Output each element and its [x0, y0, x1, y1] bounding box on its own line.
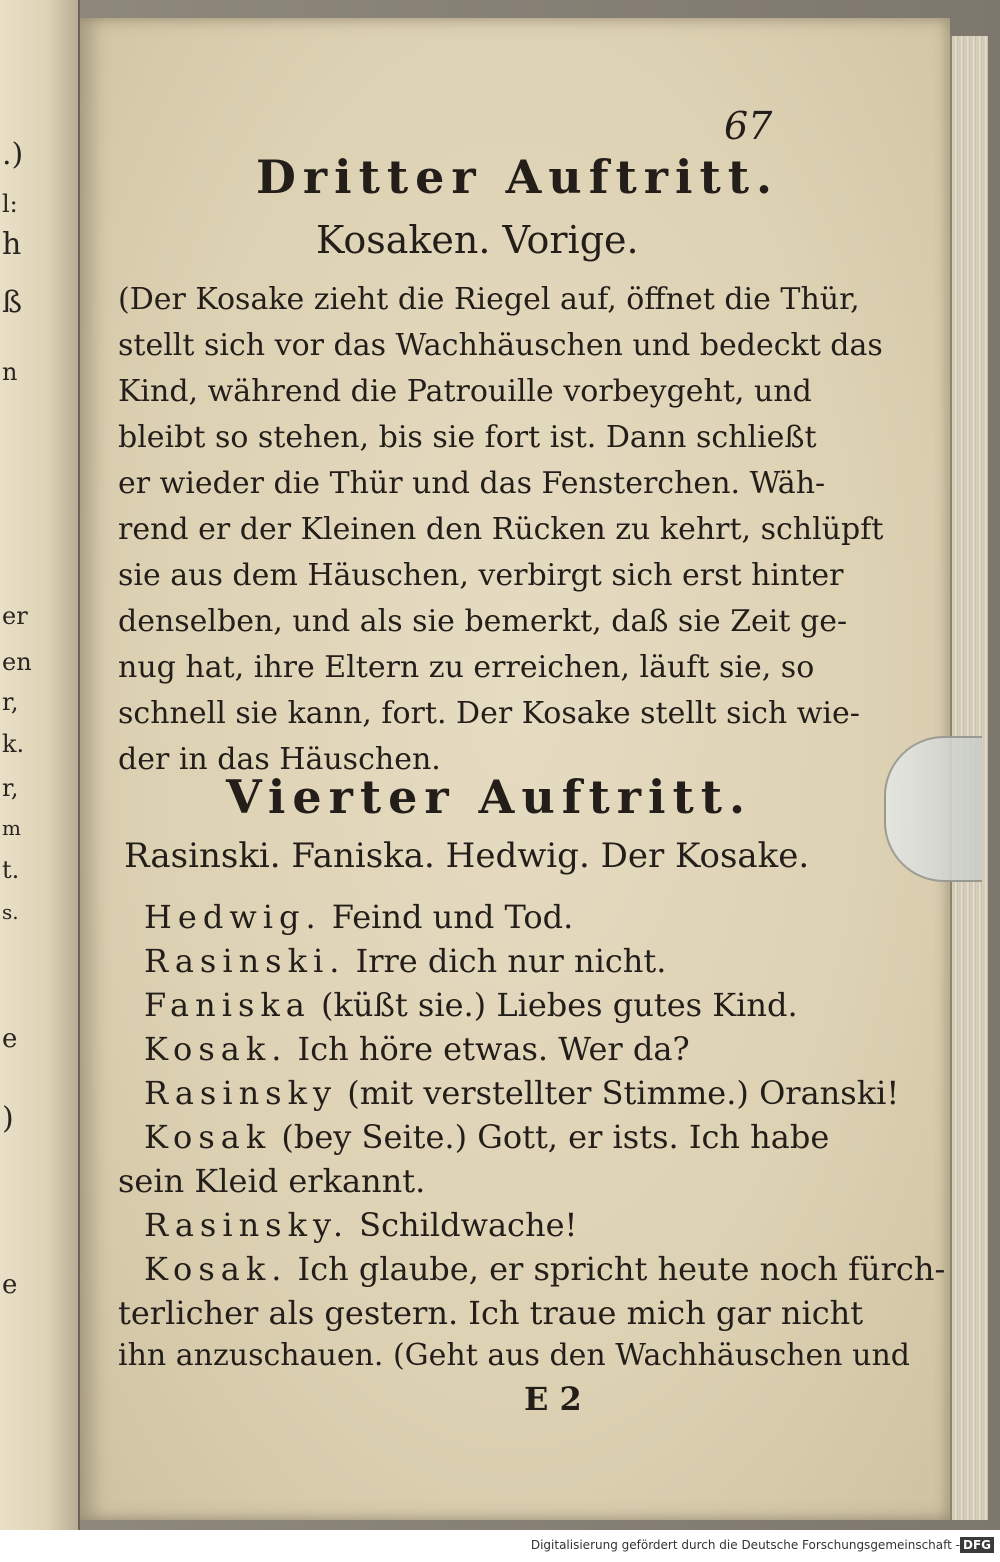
- dialogue-text: Irre dich nur nicht.: [355, 942, 667, 980]
- stage-direction-line: (Der Kosake zieht die Riegel auf, öffnet die Thür,: [118, 282, 860, 317]
- dialogue-line: [118, 1338, 910, 1373]
- left-page-fragment: t.: [2, 856, 20, 884]
- stage-direction-line: sie aus dem Häuschen, verbirgt sich erst hinter: [118, 558, 844, 593]
- previous-page-fragment: [0, 0, 80, 1530]
- scene-characters-vierter: Rasinski. Faniska. Hedwig. Der Kosake.: [124, 836, 810, 876]
- left-page-fragment: n: [2, 358, 18, 386]
- dialogue-line: [144, 1118, 829, 1156]
- speaker-name: Rasinsky: [144, 1074, 338, 1112]
- dialogue-text: sein Kleid erkannt.: [118, 1162, 426, 1200]
- signature-mark: E 2: [524, 1380, 582, 1418]
- left-page-fragment: m: [2, 816, 21, 840]
- speaker-name: Hedwig.: [144, 898, 322, 936]
- dialogue-line: [144, 1030, 690, 1068]
- left-page-fragment: e: [2, 1270, 18, 1300]
- dfg-logo: DFG: [960, 1537, 994, 1553]
- stage-direction-line: der in das Häuschen.: [118, 742, 441, 777]
- dialogue-line: [144, 898, 573, 936]
- dialogue-text: Feind und Tod.: [331, 898, 574, 936]
- left-page-fragment: e: [2, 1024, 18, 1054]
- dialogue-text: (küßt sie.) Liebes gutes Kind.: [321, 986, 798, 1024]
- dialogue-line: [144, 1206, 577, 1244]
- dialogue-text: terlicher als gestern. Ich traue mich gar nicht: [118, 1294, 864, 1332]
- left-page-fragment: er: [2, 602, 28, 630]
- scene-heading-vierter: Vierter Auftritt.: [226, 770, 753, 824]
- dialogue-line: [144, 1074, 899, 1112]
- dialogue-text: Ich höre etwas. Wer da?: [297, 1030, 690, 1068]
- left-page-fragment: r,: [2, 774, 19, 802]
- scene-characters-dritter: Kosaken. Vorige.: [316, 218, 639, 262]
- stage-direction-line: er wieder die Thür und das Fensterchen. Wäh-: [118, 466, 826, 501]
- left-page-fragment: r,: [2, 688, 19, 716]
- left-page-fragment: ): [2, 1101, 14, 1136]
- page-number: 67: [724, 104, 773, 148]
- scene-heading-dritter: Dritter Auftritt.: [256, 150, 780, 204]
- dialogue-text: (bey Seite.) Gott, er ists. Ich habe: [281, 1118, 830, 1156]
- footer-credit: Digitalisierung gefördert durch die Deutsche Forschungsgemeinschaft -: [530, 1538, 960, 1552]
- speaker-name: Faniska: [144, 986, 311, 1024]
- left-page-fragment: h: [2, 227, 22, 262]
- stage-direction-line: stellt sich vor das Wachhäuschen und bedeckt das: [118, 328, 883, 363]
- speaker-name: Kosak.: [144, 1250, 288, 1288]
- speaker-name: Kosak: [144, 1118, 272, 1156]
- left-page-fragment: k.: [2, 730, 25, 758]
- left-page-fragment: s.: [2, 900, 19, 924]
- left-page-fragment: ß: [2, 285, 23, 320]
- speaker-name: Kosak.: [144, 1030, 288, 1068]
- dialogue-text: (mit verstellter Stimme.) Oranski!: [347, 1074, 900, 1112]
- dialogue-text: Ich glaube, er spricht heute noch fürch-: [297, 1250, 946, 1288]
- speaker-name: Rasinski.: [144, 942, 346, 980]
- dialogue-line: [144, 942, 666, 980]
- stage-direction-line: Kind, während die Patrouille vorbeygeht, und: [118, 374, 812, 409]
- dialogue-line: [144, 986, 798, 1024]
- stage-direction-line: nug hat, ihre Eltern zu erreichen, läuft sie, so: [118, 650, 815, 685]
- dialogue-text: ihn anzuschauen. (Geht aus den Wachhäuschen und: [118, 1338, 911, 1373]
- dialogue-line: [118, 1294, 863, 1332]
- dialogue-line: [144, 1250, 945, 1288]
- left-page-fragment: en: [2, 648, 32, 676]
- stage-direction-line: denselben, und als sie bemerkt, daß sie Zeit ge-: [118, 604, 848, 639]
- speaker-name: Rasinsky.: [144, 1206, 349, 1244]
- left-page-fragment: l:: [2, 190, 18, 218]
- digitization-footer: [0, 1530, 1000, 1562]
- dialogue-text: Schildwache!: [359, 1206, 578, 1244]
- stage-direction-line: schnell sie kann, fort. Der Kosake stellt sich wie-: [118, 696, 860, 731]
- left-page-fragment: .): [2, 137, 24, 172]
- stage-direction-line: bleibt so stehen, bis sie fort ist. Dann schließt: [118, 420, 817, 455]
- stage-direction-line: rend er der Kleinen den Rücken zu kehrt, schlüpft: [118, 512, 884, 547]
- page-clip: [884, 736, 982, 882]
- dialogue-line: [118, 1162, 425, 1200]
